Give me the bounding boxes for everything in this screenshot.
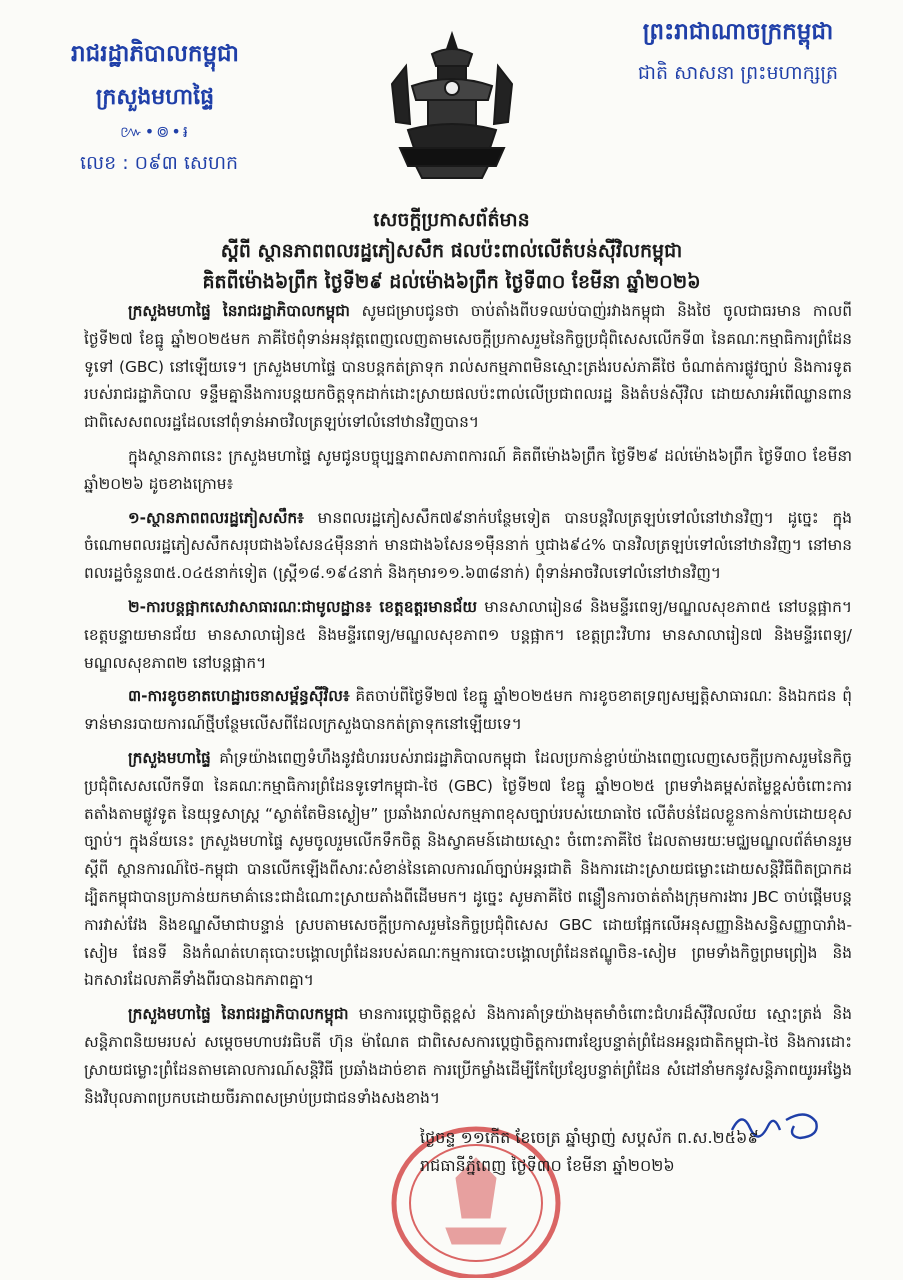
lunar-date: ថ្ងៃចន្ទ ១១កើត ខែចេត្រ ឆ្នាំម្សាញ់ សប្តស័ក ព.ស.២៥៦៩	[420, 1128, 759, 1147]
paragraph-lead: ១-ស្ថានភាពពលរដ្ឋភៀសសឹក៖	[128, 508, 304, 527]
paragraph-text: មានពលរដ្ឋភៀសសឹក៧៩នាក់បន្ថែមទៀត បានបន្តវិលត្រឡប់ទៅលំនៅឋានវិញ។ ដូច្នេះ ក្នុងចំណោមពលរដ្ឋភៀសសឹកសរុបជាង៦សែន៤ម៉ឺននាក់ មានជាង៦សែន១ម៉ឺននាក់ ឬជាង៩៤% បានវិលត្រឡប់ទៅលំនៅឋានវិញ។ នៅមានពលរដ្ឋចំនួន៣៥.០៤៥នាក់ទៀត (ស្ត្រី១៨.១៩៤នាក់ និងកុមារ១១.៦៣៨នាក់) ពុំទាន់អាចវិលទៅលំនៅឋានវិញ។	[84, 508, 852, 583]
reference-number: លេខ : ០៩៣ សេហក	[80, 152, 239, 174]
kingdom-name: ព្រះរាជាណាចក្រកម្ពុជា	[642, 19, 834, 45]
ornament: ៚•៙•៛	[120, 122, 190, 141]
government-name: រាជរដ្ឋាភិបាលកម្ពុជា	[71, 41, 239, 67]
paragraph	[84, 298, 852, 437]
royal-emblem-icon	[372, 26, 532, 186]
document-titles	[60, 205, 843, 298]
paragraph-text: គាំទ្រយ៉ាងពេញទំហឹងនូវជំហររបស់រាជរដ្ឋាភិបាលកម្ពុជា ដែលប្រកាន់ខ្ជាប់យ៉ាងពេញលេញសេចក្តីប្រកាសរួមនៃកិច្ចប្រជុំពិសេសលើកទី៣ នៃគណៈកម្មាធិការព្រំដែនទូទៅកម្ពុជា-ថៃ (GBC) ថ្ងៃទី២៧ ខែធ្នូ ឆ្នាំ២០២៥ ព្រមទាំងគម្ពស់តម្លៃខ្ពស់ចំពោះការតតាំងតាមផ្លូវទូត នៃយុទ្ធសាស្ត្រ “ស្ងាត់តែមិនស្ងៀម” ប្រឆាំងរាល់សកម្មភាពខុសច្បាប់របស់យោធាថៃ លើតំបន់ដែលខ្លួនកាន់កាប់ដោយខុសច្បាប់។ ក្នុងន័យនេះ ក្រសួងមហាផ្ទៃ សូមចូលរួមលើកទឹកចិត្ត និងស្វាគមន៍ដោយស្មោះ ចំពោះភាគីថៃ ដែលតាមរយៈមជ្ឈមណ្ឌលព័ត៌មានរួម ស្តីពី ស្ថានការណ៍ថៃ-កម្ពុជា បានលើកឡើងពីសារៈសំខាន់នៃគោលការណ៍ច្បាប់អន្តរជាតិ និងការដោះស្រាយជម្លោះដោយសន្តិវិធីពិតប្រាកដ ដ្បិតកម្ពុជាបានប្រកាន់យកមាគ៌ានេះជាដំណោះស្រាយតាំងពីដើមមក។ ដូច្នេះ សូមភាគីថៃ ពន្លឿនការចាត់តាំងក្រុមការងារ JBC ចាប់ផ្តើមបន្តការវាស់វែង និងខណ្ឌសីមាជាបន្ទាន់ ស្របតាមសេចក្តីប្រកាសរួមនៃកិច្ចប្រជុំពិសេស GBC ដោយផ្អែកលើអនុសញ្ញានិងសន្ធិសញ្ញាបារាំង-សៀម ផែនទី និងកំណត់ហេតុបោះបង្គោលព្រំដែនរបស់គណៈកម្មការបោះបង្គោលព្រំដែនឥណ្ឌូចិន-សៀម ព្រមទាំងកិច្ចព្រមព្រៀង និងឯកសារដែលភាគីទាំងពីរបានឯកភាពគ្នា។	[84, 748, 852, 990]
title-line: ស្តីពី ស្ថានភាពពលរដ្ឋភៀសសឹក ផលប៉ះពាល់លើតំបន់ស៊ីវិលកម្ពុជា	[220, 240, 683, 262]
paragraph	[84, 683, 852, 739]
paragraph-text: គិតចាប់ពីថ្ងៃទី២៧ ខែធ្នូ ឆ្នាំ២០២៥មក ការខូចខាតទ្រព្យសម្បត្តិសាធារណៈ និងឯកជន ពុំទាន់មានរបាយការណ៍ថ្មីបន្ថែមលើសពីដែលក្រសួងបានកត់ត្រាទុកនៅឡើយទេ។	[84, 687, 852, 734]
letterhead-left	[40, 40, 270, 179]
paragraph-lead: ៣-ការខូចខាតហេដ្ឋារចនាសម្ព័ន្ធស៊ីវិល៖	[128, 687, 350, 706]
paragraph-lead: ២-ការបន្តផ្អាកសេវាសាធារណៈជាមូលដ្ឋាន៖ ខេត្តឧត្តរមានជ័យ	[128, 597, 478, 616]
paragraph	[84, 505, 852, 588]
national-motto: ជាតិ សាសនា ព្រះមហាក្សត្រ	[637, 62, 839, 84]
document-body	[84, 298, 852, 1118]
paragraph-text: ក្នុងស្ថានភាពនេះ ក្រសួងមហាផ្ទៃ សូមជូនបច្ចុប្បន្នភាពសភាពការណ៍ គិតពីម៉ោង៦ព្រឹក ថ្ងៃទី២៩ ដល់ម៉ោង៦ព្រឹក ថ្ងៃទី៣០ ខែមីនា ឆ្នាំ២០២៦ ដូចខាងក្រោម៖	[84, 446, 853, 493]
paragraph	[84, 1001, 852, 1112]
title-line: សេចក្តីប្រកាសព័ត៌មាន	[373, 209, 530, 231]
paragraph-text: មានសាលារៀន៨ និងមន្ទីរពេទ្យ/មណ្ឌលសុខភាព៥ នៅបន្តផ្អាក។ ខេត្តបន្ទាយមានជ័យ មានសាលារៀន៥ និងមន្ទីរពេទ្យ/មណ្ឌលសុខភាព១ បន្តផ្អាក។ ខេត្តព្រះវិហារ មានសាលារៀន៧ និងមន្ទីរពេទ្យ/មណ្ឌលសុខភាព២ នៅបន្តផ្អាក។	[84, 597, 852, 672]
paragraph-lead: ក្រសួងមហាផ្ទៃ	[128, 748, 211, 767]
date-block	[420, 1124, 860, 1180]
paragraph	[84, 443, 852, 499]
letterhead-right	[603, 18, 873, 89]
paragraph-text: មានការប្តេជ្ញាចិត្តខ្ពស់ និងការគាំទ្រយ៉ាងមុតមាំចំពោះជំហរដ៏ស៊ីវិលល័យ ស្មោះត្រង់ និងសន្តិភាពនិយមរបស់ សម្តេចមហាបវរធិបតី ហ៊ុន ម៉ាណែត ជាពិសេសការប្តេជ្ញាចិត្តការពារខ្សែបន្ទាត់ព្រំដែនអន្តរជាតិកម្ពុជា-ថៃ និងការដោះស្រាយជម្លោះព្រំដែនតាមគោលការណ៍សន្តិវិធី ប្រឆាំងដាច់ខាត ការប្រើកម្លាំងដើម្បីកែប្រែខ្សែបន្ទាត់ព្រំដែន សំដៅនាំមកនូវសន្តិភាពយូរអង្វែង និងវិបុលភាពប្រកបដោយចីរភាពសម្រាប់ប្រជាជនទាំងសងខាង។	[84, 1005, 853, 1107]
paragraph-text: សូមជម្រាបជូនថា ចាប់តាំងពីបទឈប់បាញ់រវាងកម្ពុជា និងថៃ ចូលជាធរមាន កាលពីថ្ងៃទី២៧ ខែធ្នូ ឆ្នាំ២០២៥មក ភាគីថៃពុំទាន់អនុវត្តពេញលេញតាមសេចក្តីប្រកាសរួមនៃកិច្ចប្រជុំពិសេសលើកទី៣ នៃគណៈកម្មាធិការព្រំដែនទូទៅ (GBC) នៅឡើយទេ។ ក្រសួងមហាផ្ទៃ បានបន្តកត់ត្រាទុក រាល់សកម្មភាពមិនស្មោះត្រង់របស់ភាគីថៃ ចំណាត់ការផ្លូវច្បាប់ និងការទូតរបស់រាជរដ្ឋាភិបាល ទន្ទឹមគ្នានឹងការបន្តយកចិត្តទុកដាក់ដោះស្រាយផលប៉ះពាល់លើប្រជាពលរដ្ឋ និងតំបន់ស៊ីវិល ដោយសារអំពើឈ្លានពាន ជាពិសេសពលរដ្ឋដែលនៅពុំទាន់អាចវិលត្រឡប់ទៅលំនៅឋានវិញបាន។	[84, 302, 852, 432]
paragraph-lead: ក្រសួងមហាផ្ទៃ នៃរាជរដ្ឋាភិបាលកម្ពុជា	[128, 1005, 349, 1024]
title-line: គិតពីម៉ោង៦ព្រឹក ថ្ងៃទី២៩ ដល់ម៉ោង៦ព្រឹក ថ្ងៃទី៣០ ខែមីនា ឆ្នាំ២០២៦	[202, 271, 701, 293]
paragraph-lead: ក្រសួងមហាផ្ទៃ នៃរាជរដ្ឋាភិបាលកម្ពុជា	[128, 302, 350, 320]
place-date: រាជធានីភ្នំពេញ ថ្ងៃទី៣០ ខែមីនា ឆ្នាំ២០២៦	[420, 1156, 675, 1175]
paragraph	[84, 594, 852, 677]
ministry-name: ក្រសួងមហាផ្ទៃ	[95, 85, 215, 110]
paragraph	[84, 745, 852, 995]
